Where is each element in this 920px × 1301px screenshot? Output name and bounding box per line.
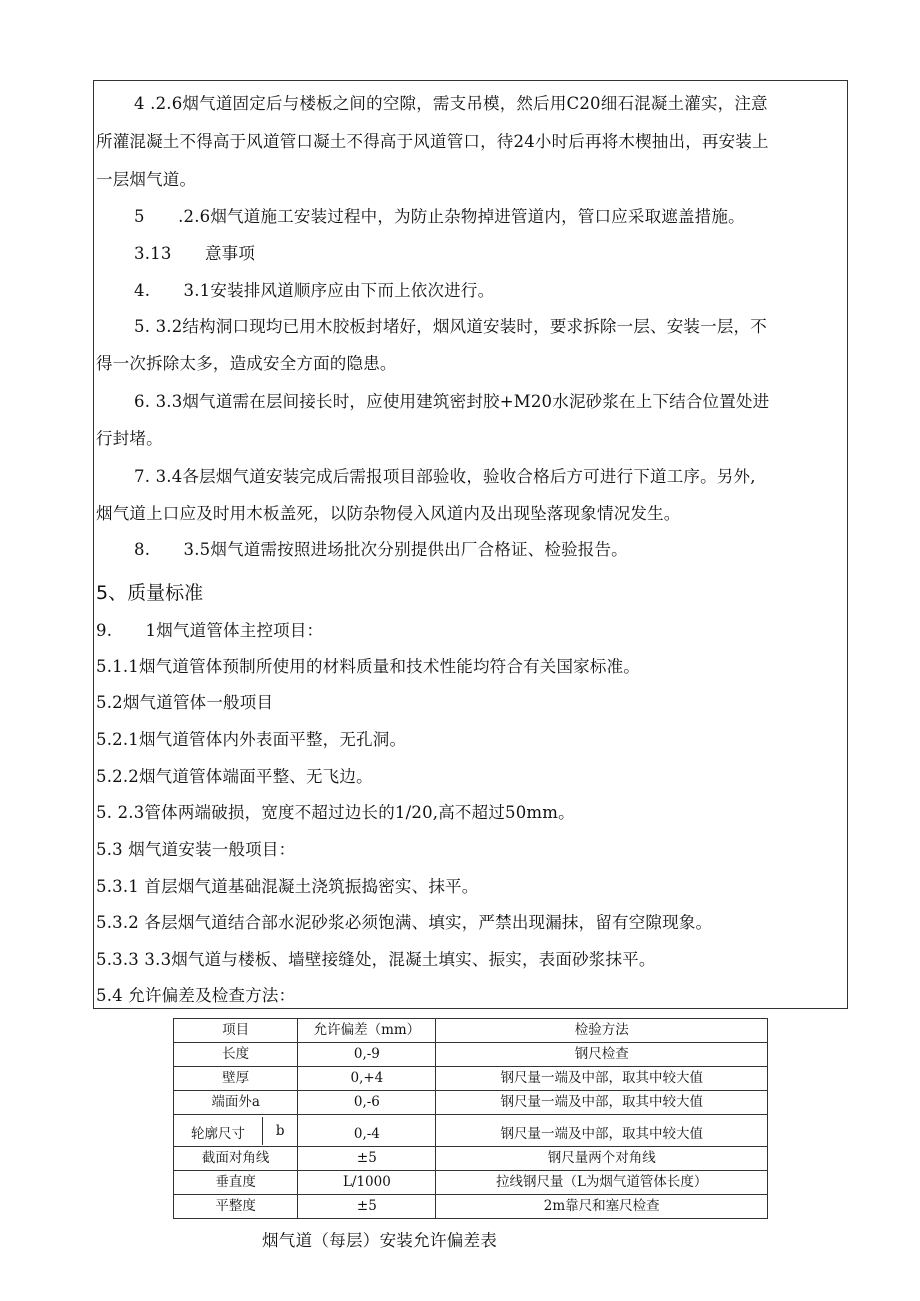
cell-method: 2m靠尺和塞尺检查 — [436, 1195, 768, 1219]
cell-item: 长度 — [174, 1043, 298, 1067]
cell-tolerance: 0,+4 — [298, 1067, 436, 1091]
text-line: 5.4 允许偏差及检查方法： — [96, 986, 296, 1005]
cell-item: 壁厚 — [174, 1067, 298, 1091]
cell-item-sub: b — [275, 1122, 285, 1139]
text-line: 5.2.2烟气道管体端面平整、无飞边。 — [96, 767, 373, 786]
section-heading: 5、质量标准 — [96, 582, 204, 604]
text-line: 5.3.3 3.3烟气道与楼板、墙壁接缝处，混凝土填实、振实，表面砂浆抹平。 — [96, 950, 656, 969]
text-line: 9. 1烟气道管体主控项目： — [96, 621, 324, 640]
cell-method: 钢尺量一端及中部，取其中较大值 — [436, 1115, 768, 1147]
cell-tolerance: ±5 — [298, 1195, 436, 1219]
table-row — [174, 1195, 768, 1219]
cell-item: 截面对角线 — [174, 1147, 298, 1171]
text-line: 6. 3.3烟气道需在层间接长时，应使用建筑密封胶+M20水泥砂浆在上下结合位置处进 — [134, 392, 770, 411]
table-row — [174, 1091, 768, 1115]
header-item: 项目 — [174, 1019, 298, 1043]
table-row — [174, 1147, 768, 1171]
text-line: 5.3 烟气道安装一般项目： — [96, 840, 296, 859]
table-row — [174, 1171, 768, 1195]
cell-method: 钢尺量一端及中部，取其中较大值 — [436, 1091, 768, 1115]
table-row — [174, 1043, 768, 1067]
text-line: 8. 3.5烟气道需按照进场批次分别提供出厂合格证、检验报告。 — [134, 540, 628, 559]
text-line: 5.2.1烟气道管体内外表面平整，无孔洞。 — [96, 730, 407, 749]
header-tolerance: 允许偏差（mm） — [298, 1019, 436, 1043]
text-line: 行封堵。 — [96, 429, 163, 448]
cell-item: 端面外a — [174, 1091, 298, 1115]
table-row — [174, 1067, 768, 1091]
text-line: 4 .2.6烟气道固定后与楼板之间的空隙，需支吊模，然后用C20细石混凝土灌实，注意 — [134, 94, 768, 113]
table-caption: 烟气道（每层）安装允许偏差表 — [262, 1231, 498, 1250]
text-line: 烟气道上口应及时用木板盖死，以防杂物侵入风道内及出现坠落现象情况发生。 — [96, 504, 681, 523]
cell-method: 钢尺量两个对角线 — [436, 1147, 768, 1171]
text-line: 5 .2.6烟气道施工安装过程中，为防止杂物掉进管道内，管口应采取遮盖措施。 — [134, 207, 745, 226]
cell-method: 钢尺量一端及中部，取其中较大值 — [436, 1067, 768, 1091]
text-line: 5. 2.3管体两端破损，宽度不超过边长的1/20,高不超过50mm。 — [96, 803, 575, 822]
text-line: 5.2烟气道管体一般项目 — [96, 693, 274, 712]
cell-item: 垂直度 — [174, 1171, 298, 1195]
cell-item: 平整度 — [174, 1195, 298, 1219]
text-line: 3.13 意事项 — [134, 244, 256, 263]
header-method: 检验方法 — [436, 1019, 768, 1043]
tolerance-table — [173, 1018, 768, 1219]
table-row — [174, 1115, 768, 1147]
cell-tolerance: ±5 — [298, 1147, 436, 1171]
cell-method: 钢尺检查 — [436, 1043, 768, 1067]
text-line: 4. 3.1安装排风道顺序应由下而上依次进行。 — [134, 281, 495, 300]
cell-item-label: 轮廓尺寸 — [174, 1117, 263, 1145]
text-line: 5.3.1 首层烟气道基础混凝土浇筑振捣密实、抹平。 — [96, 877, 479, 896]
text-line: 5.1.1烟气道管体预制所使用的材料质量和技术性能均符合有关国家标准。 — [96, 657, 640, 676]
text-line: 5. 3.2结构洞口现均已用木胶板封堵好，烟风道安装时，要求拆除一层、安装一层，不 — [134, 317, 767, 336]
text-line: 得一次拆除太多，造成安全方面的隐患。 — [96, 354, 397, 373]
table-header-row — [174, 1019, 768, 1043]
cell-tolerance: L/1000 — [298, 1171, 436, 1195]
cell-tolerance: 0,-4 — [298, 1115, 436, 1147]
text-line: 一层烟气道。 — [96, 170, 197, 189]
cell-tolerance: 0,-9 — [298, 1043, 436, 1067]
text-line: 7. 3.4各层烟气道安装完成后需报项目部验收，验收合格后方可进行下道工序。另外, — [134, 467, 756, 486]
cell-tolerance: 0,-6 — [298, 1091, 436, 1115]
cell-method: 拉线钢尺量（L为烟气道管体长度） — [436, 1171, 768, 1195]
text-line: 所灌混凝土不得高于风道管口凝土不得高于风道管口，待24小时后再将木楔抽出，再安装上 — [96, 132, 769, 151]
text-line: 5.3.2 各层烟气道结合部水泥砂浆必须饱满、填实，严禁出现漏抹，留有空隙现象。 — [96, 913, 713, 932]
cell-item — [174, 1115, 298, 1147]
